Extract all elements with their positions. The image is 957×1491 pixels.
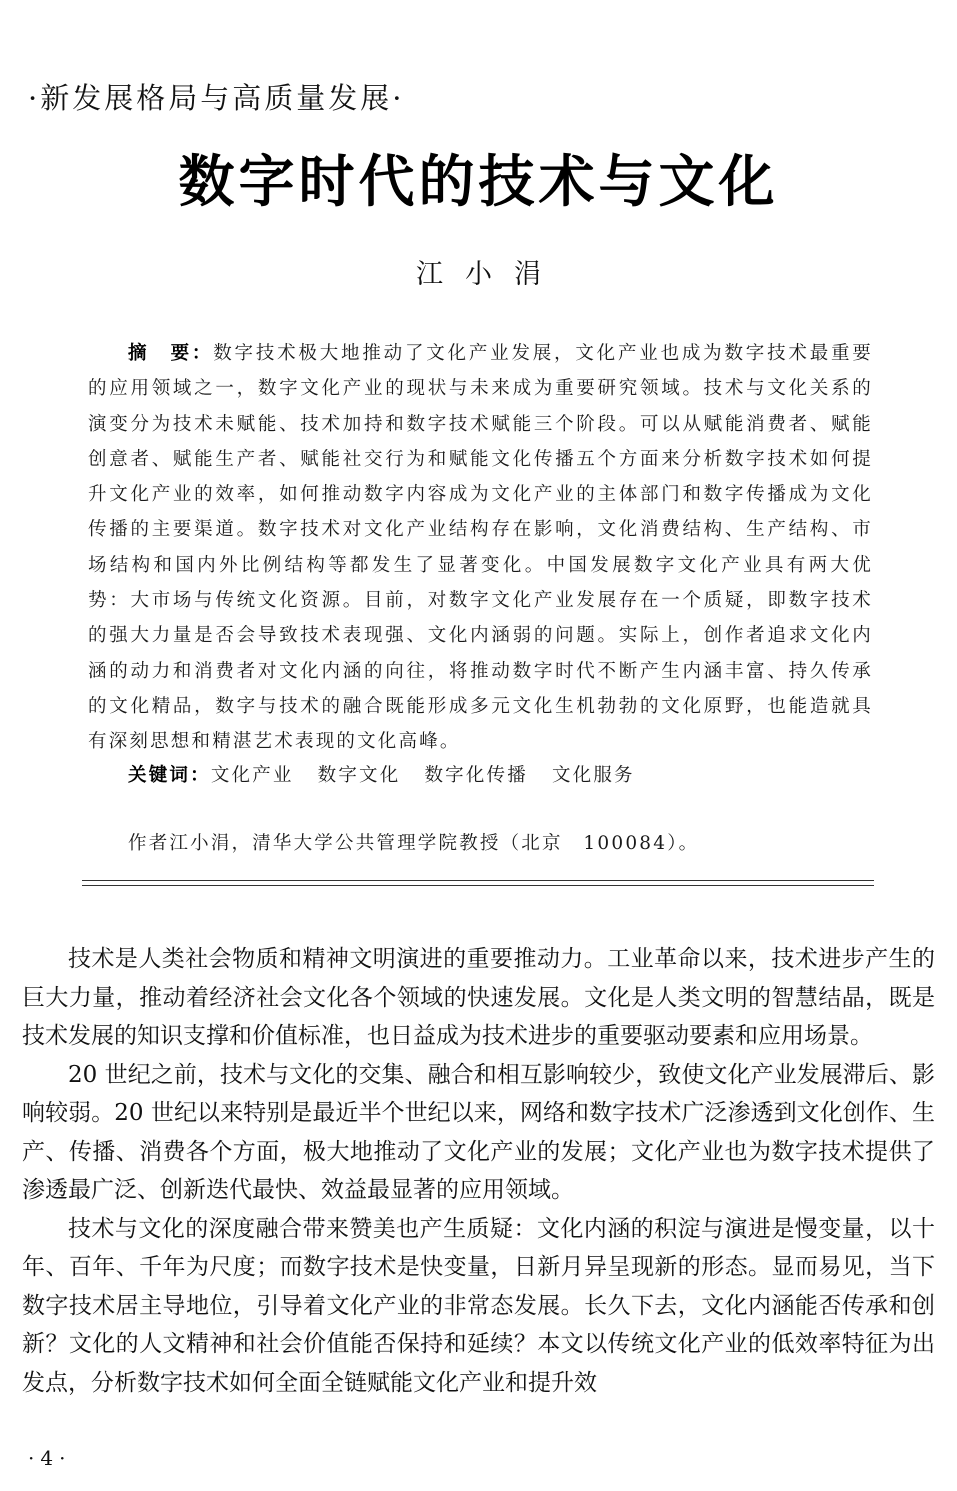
keywords-label: 关键词： bbox=[128, 765, 211, 786]
abstract-paragraph bbox=[88, 336, 873, 760]
page-number: ·4· bbox=[28, 1446, 72, 1470]
keyword: 数字文化 bbox=[317, 765, 401, 786]
abstract-text: 数字技术极大地推动了文化产业发展，文化产业也成为数字技术最重要的应用领域之一，数字文化产业的现状与未来成为重要研究领域。技术与文化关系的演变分为技术未赋能、技术加持和数字技术赋能三个阶段。可以从赋能消费者、赋能创意者、赋能生产者、赋能社交行为和赋能文化传播五个方面来分析数字技术如何提升文化产业的效率，如何推动数字内容成为文化产业的主体部门和数字传播成为文化传播的主要渠道。数字技术对文化产业结构存在影响，文化消费结构、生产结构、市场结构和国内外比例结构等都发生了显著变化。中国发展数字文化产业具有两大优势：大市场与传统文化资源。目前，对数字文化产业发展存在一个质疑，即数字技术的强大力量是否会导致技术表现强、文化内涵弱的问题。实际上，创作者追求文化内涵的动力和消费者对文化内涵的向往，将推动数字时代不断产生内涵丰富、持久传承的文化精品，数字与技术的融合既能形成多元文化生机勃勃的文化原野，也能造就具有深刻思想和精湛艺术表现的文化高峰。 bbox=[88, 343, 873, 753]
abstract-label: 摘 要： bbox=[128, 343, 214, 364]
section-divider bbox=[82, 880, 874, 886]
article-title: 数字时代的技术与文化 bbox=[178, 150, 779, 215]
keyword: 文化服务 bbox=[551, 765, 635, 786]
keyword: 数字化传播 bbox=[424, 765, 528, 786]
keyword: 文化产业 bbox=[210, 765, 294, 786]
body-paragraph: 20 世纪之前，技术与文化的交集、融合和相互影响较少，致使文化产业发展滞后、影响较弱。20 世纪以来特别是最近半个世纪以来，网络和数字技术广泛渗透到文化创作、生产、传播、消费各个方面，极大地推动了文化产业的发展；文化产业也为数字技术提供了渗透最广泛、创新迭代最快、效益最显著的应用领域。 bbox=[22, 1061, 935, 1203]
author-name: 江小涓 bbox=[416, 259, 563, 290]
column-label: ·新发展格局与高质量发展· bbox=[28, 81, 405, 115]
body-text bbox=[22, 940, 935, 1402]
author-affiliation-note: 作者江小涓，清华大学公共管理学院教授（北京 100084）。 bbox=[128, 833, 700, 854]
abstract bbox=[88, 336, 873, 760]
body-paragraph: 技术是人类社会物质和精神文明演进的重要推动力。工业革命以来，技术进步产生的巨大力量，推动着经济社会文化各个领域的快速发展。文化是人类文明的智慧结晶，既是技术发展的知识支撑和价值标准，也日益成为技术进步的重要驱动要素和应用场景。 bbox=[22, 946, 935, 1049]
body-paragraph: 技术与文化的深度融合带来赞美也产生质疑：文化内涵的积淀与演进是慢变量，以十年、百年、千年为尺度；而数字技术是快变量，日新月异呈现新的形态。显而易见，当下数字技术居主导地位，引导着文化产业的非常态发展。长久下去，文化内涵能否传承和创新？文化的人文精神和社会价值能否保持和延续？本文以传统文化产业的低效率特征为出发点，分析数字技术如何全面全链赋能文化产业和提升效 bbox=[22, 1215, 935, 1396]
keywords bbox=[128, 758, 659, 793]
